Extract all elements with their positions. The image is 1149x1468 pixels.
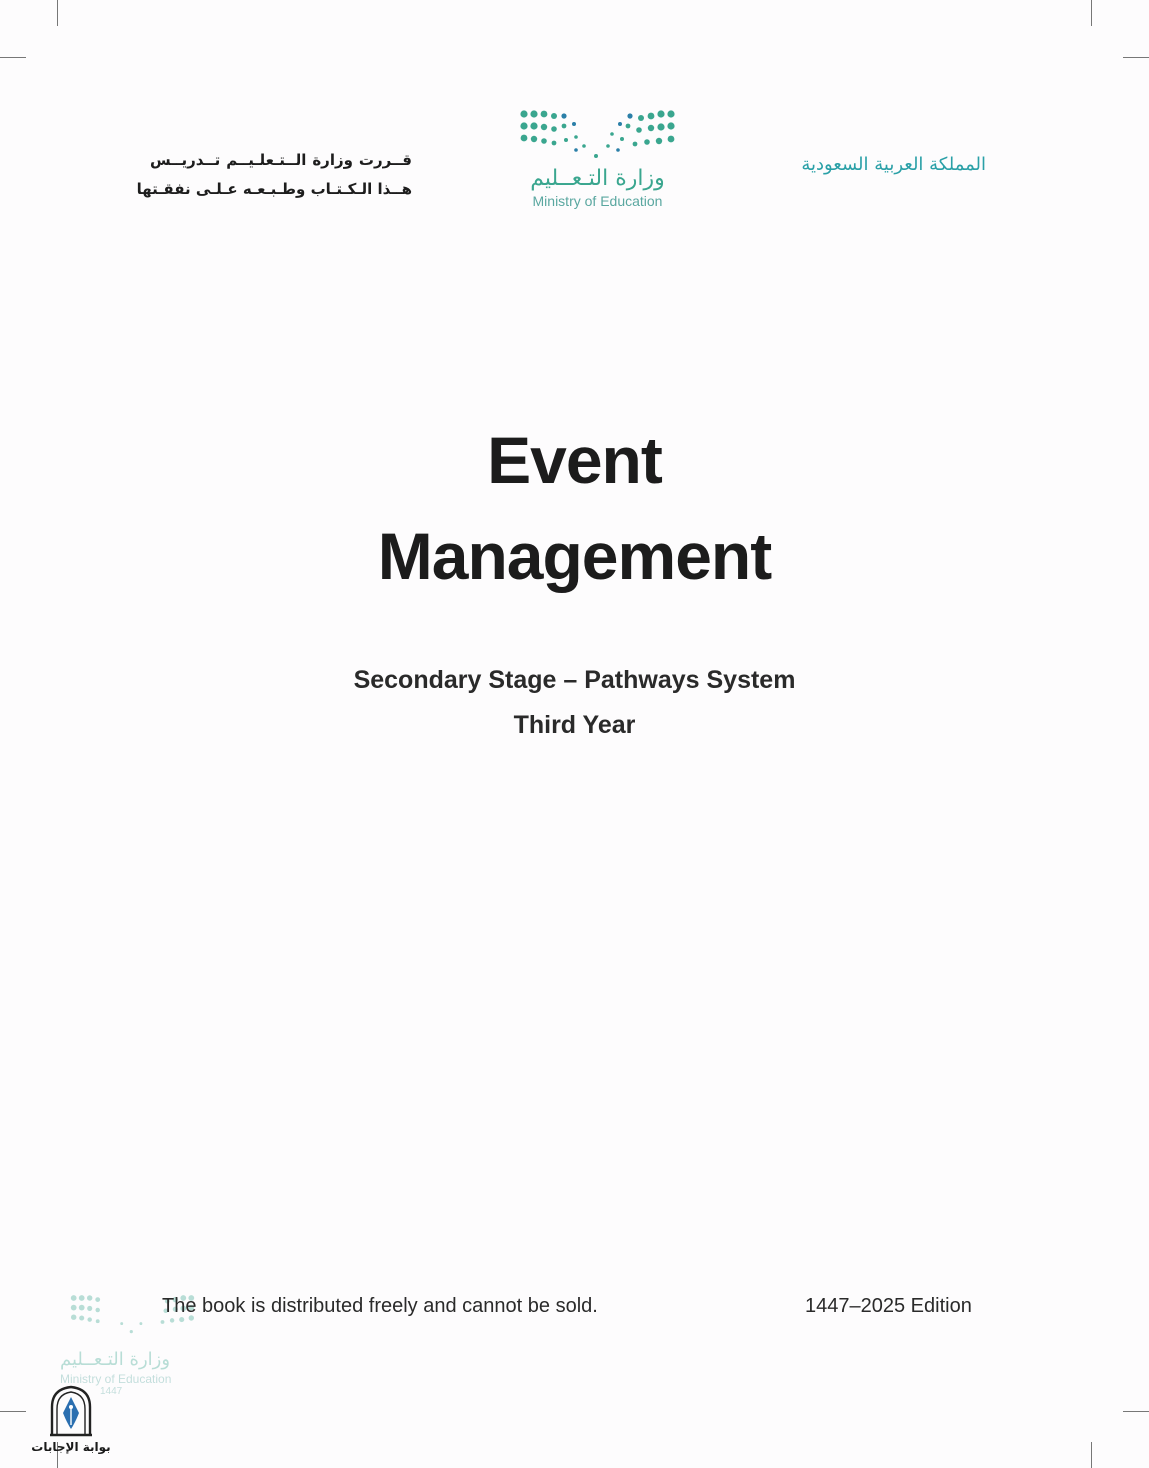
book-title-line1: Event (487, 423, 662, 497)
ministry-logo (510, 104, 685, 209)
watermark-name-ar: وزارة التـعــليم (60, 1349, 171, 1370)
ministry-name-ar: وزارة التـعــليم (530, 166, 665, 191)
edition-label: 1447–2025 Edition (805, 1295, 972, 1317)
book-year: Third Year (513, 711, 636, 739)
site-badge (30, 1385, 112, 1454)
pen-nib-arch-icon (48, 1385, 94, 1437)
watermark-name-en: Ministry of Education (60, 1372, 172, 1386)
crop-mark (0, 1411, 26, 1412)
ministry-dots-icon (510, 104, 685, 164)
book-subtitle: Secondary Stage – Pathways System (353, 666, 796, 694)
crop-mark (1123, 57, 1149, 58)
crop-mark (0, 57, 26, 58)
crop-mark (1091, 0, 1092, 26)
ministry-decree (136, 146, 412, 204)
distribution-note: The book is distributed freely and cannot be sold. (162, 1295, 598, 1317)
crop-mark (57, 0, 58, 26)
book-title-line2: Management (377, 519, 772, 593)
kingdom-name: المملكة العربية السعودية (801, 154, 986, 175)
crop-mark (1091, 1442, 1092, 1468)
badge-label: بوابة الإجابات (31, 1440, 111, 1454)
decree-line: هــذا الـكـتـاب وطـبـعـه عـلـى نفقـتها (136, 180, 412, 198)
decree-line: قــررت وزارة الــتـعلـيــم تــدريــس (150, 151, 412, 169)
ministry-name-en: Ministry of Education (532, 193, 663, 209)
watermark-year: 1447 (100, 1386, 123, 1397)
crop-mark (1123, 1411, 1149, 1412)
